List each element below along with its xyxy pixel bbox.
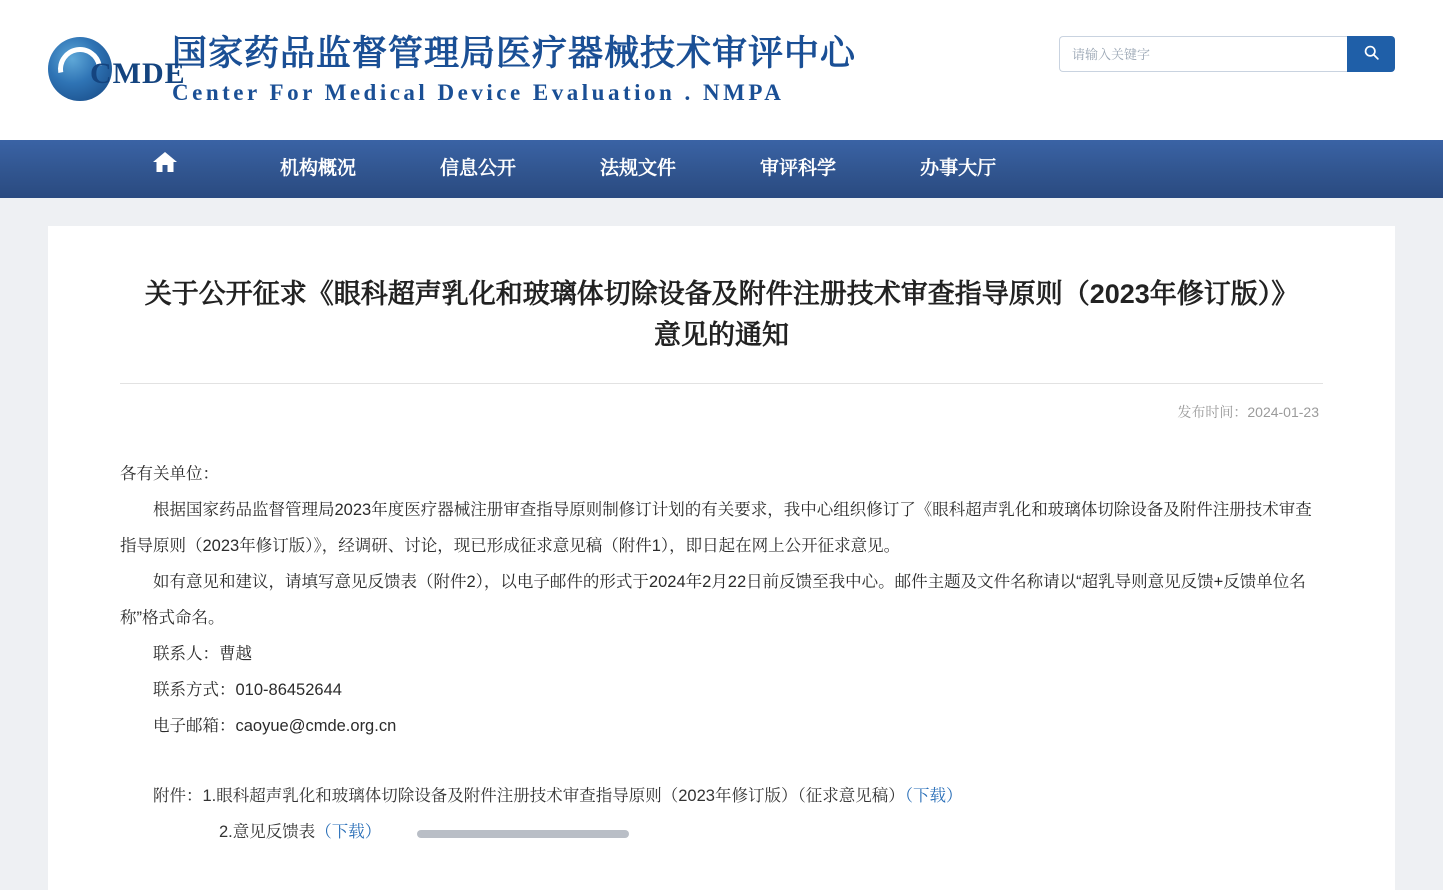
article-body <box>120 456 1323 744</box>
page-title: 关于公开征求《眼科超声乳化和玻璃体切除设备及附件注册技术审查指导原则（2023年修订版）》意见的通知 <box>120 274 1323 384</box>
nav-item-home[interactable] <box>110 140 238 198</box>
attachments-label: 附件： <box>153 787 203 805</box>
logo-text: CMDE <box>90 57 186 91</box>
attachment-line-1 <box>153 778 1323 814</box>
attachment-line-2 <box>153 814 1323 850</box>
nav-item-service-hall[interactable]: 办事大厅 <box>878 140 1038 198</box>
site-logo[interactable] <box>0 34 856 106</box>
main-navigation <box>0 140 1443 198</box>
attachments-block <box>120 778 1323 850</box>
contact-phone: 联系方式：010-86452644 <box>120 672 1323 708</box>
contact-email: 电子邮箱：caoyue@cmde.org.cn <box>120 708 1323 744</box>
attachment-2-text: 2.意见反馈表 <box>219 823 315 841</box>
search-icon <box>1363 44 1380 64</box>
search-button[interactable] <box>1347 36 1395 72</box>
article-card <box>48 226 1395 890</box>
attachment-2-download-link[interactable]: （下载） <box>315 823 381 841</box>
site-title-block <box>172 34 856 106</box>
cmde-logo-icon <box>48 35 156 105</box>
attachment-1-download-link[interactable]: （下载） <box>905 787 963 805</box>
search-input[interactable] <box>1059 36 1347 72</box>
search-box <box>1059 36 1395 72</box>
publish-label: 发布时间： <box>1177 404 1247 420</box>
content-wrapper <box>0 198 1443 890</box>
horizontal-scrollbar[interactable] <box>417 830 629 838</box>
nav-item-review-science[interactable]: 审评科学 <box>718 140 878 198</box>
nav-item-information[interactable]: 信息公开 <box>398 140 558 198</box>
paragraph-salutation: 各有关单位： <box>120 456 1323 492</box>
contact-person: 联系人：曹越 <box>120 636 1323 672</box>
paragraph-feedback: 如有意见和建议，请填写意见反馈表（附件2），以电子邮件的形式于2024年2月22日前反馈至我中心。邮件主题及文件名称请以“超乳导则意见反馈+反馈单位名称”格式命名。 <box>120 564 1323 636</box>
nav-item-organization[interactable]: 机构概况 <box>238 140 398 198</box>
site-title-en: Center For Medical Device Evaluation . NMPA <box>172 80 856 106</box>
publish-meta <box>120 384 1323 422</box>
home-icon <box>152 140 178 198</box>
site-header <box>0 0 1443 140</box>
site-title-cn: 国家药品监督管理局医疗器械技术审评中心 <box>172 34 856 74</box>
attachment-1-text: 1.眼科超声乳化和玻璃体切除设备及附件注册技术审查指导原则（2023年修订版）（征求意见稿） <box>203 787 905 805</box>
nav-item-regulations[interactable]: 法规文件 <box>558 140 718 198</box>
publish-date: 2024-01-23 <box>1247 404 1319 420</box>
paragraph-background: 根据国家药品监督管理局2023年度医疗器械注册审查指导原则制修订计划的有关要求，我中心组织修订了《眼科超声乳化和玻璃体切除设备及附件注册技术审查指导原则（2023年修订版）》，经调研、讨论，现已形成征求意见稿（附件1），即日起在网上公开征求意见。 <box>120 492 1323 564</box>
